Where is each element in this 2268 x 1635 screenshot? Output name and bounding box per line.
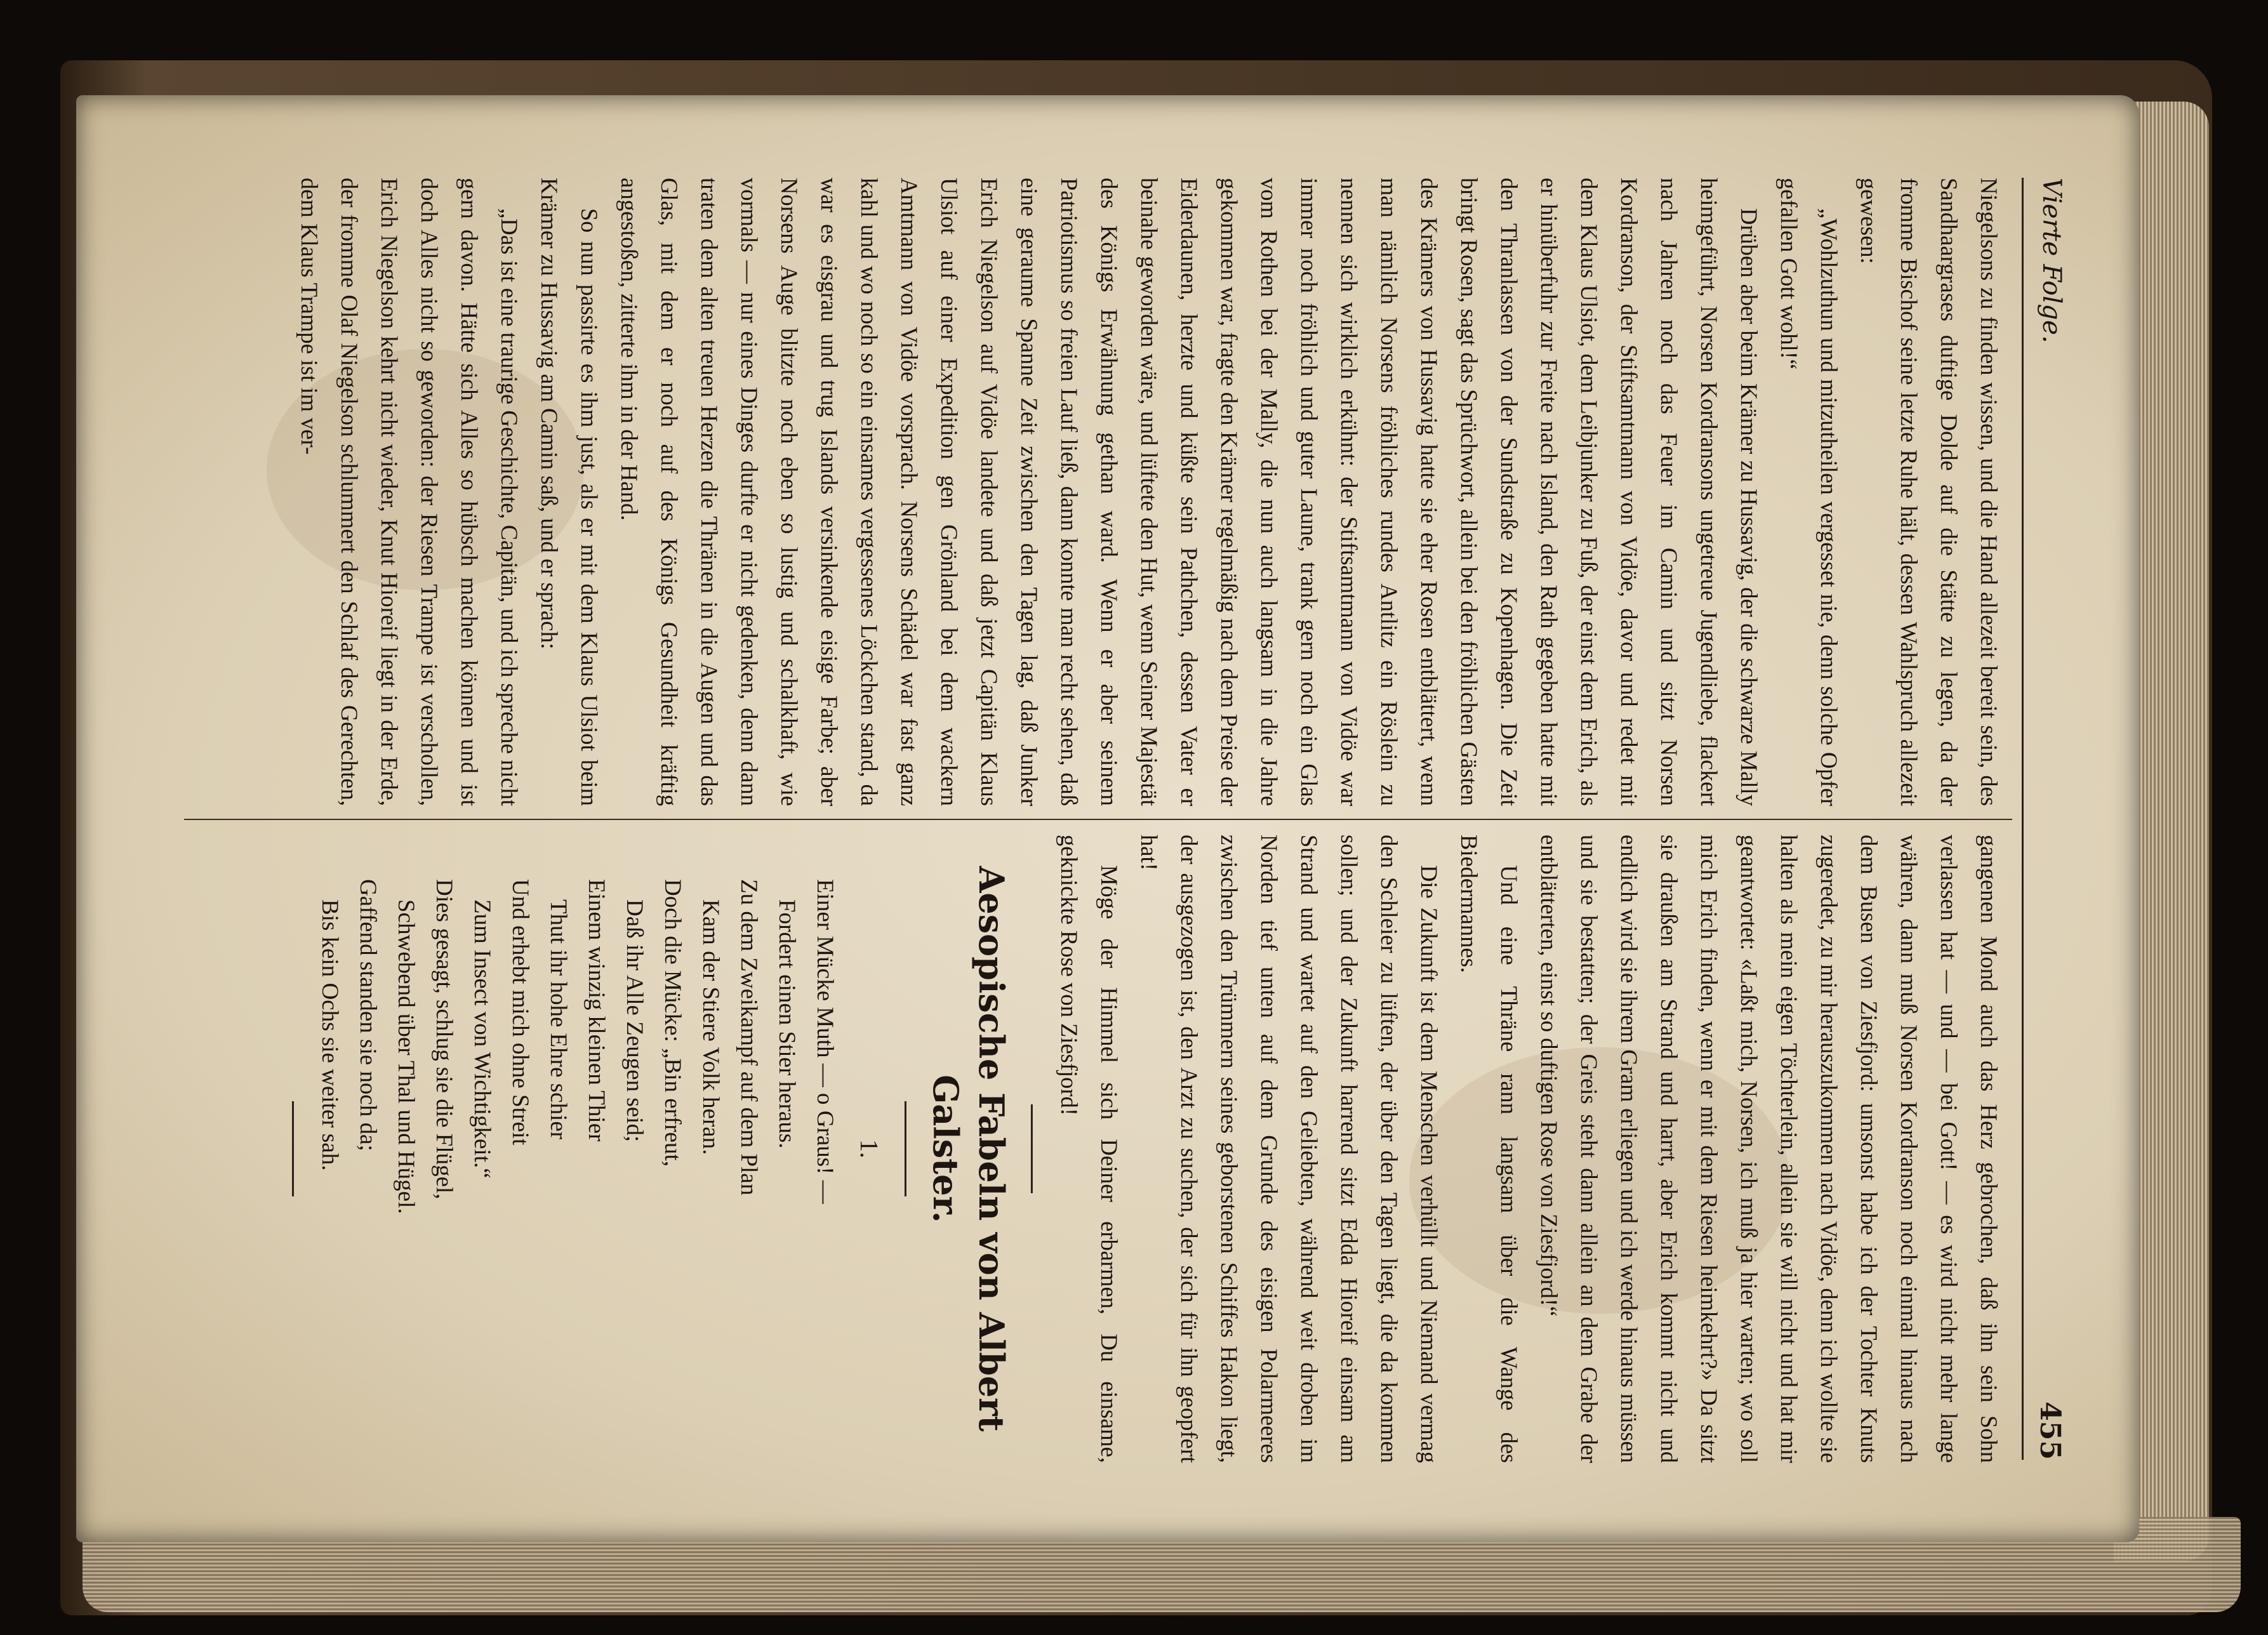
paragraph: Drüben aber beim Krämer zu Hussavig, der die schwarze Mally heimgeführt, Norsen Kordransons ungetreue Jugendliebe, flackert nach Jahren noch das Feuer im Camin und sitzt Norsen Kordranson, der Stiftsamtmann von Vidöe, davor und redet mit dem Klaus Ulsiot, dem Leibjunker zu Fuß, der einst dem Erich, als er hinüberfuhr zur Freite nach Island, den Rath gegeben hatte mit den Thranlassen von der Sundstraße zu Kopenhagen. Die Zeit bringt Rosen, sagt das Sprüchwort, allein bei den fröhlichen Gästen des Krämers von Hussavig hatte sie eher Rosen entblättert, wenn man nämlich Norsens fröhliches rundes Antlitz ein Röslein zu nennen sich wirklich erkühnt: der Stiftsamtmann von Vidöe war immer noch fröhlich und guter Laune, trank gern noch ein Glas vom Rothen bei der Mally, die nun auch langsam in die Jahre gekommen war, fragte den Krämer regelmäßig nach dem Preise der Eiderdaunen, herzte und küßte sein Pathchen, dessen Vater er beinahe geworden wäre, und lüftete den Hut, wenn Seiner Majestät des Königs Erwähnung gethan ward. Wenn er aber seinem Patriotismus so freien Lauf ließ, dann konnte man recht sehen, daß eine geraume Spanne Zeit zwischen den Tagen lag, daß Junker Erich Niegelson auf Vidöe landete und daß jetzt Capitän Klaus Ulsiot auf einer Expedition gen Grönland bei dem wackern Amtmann von Vidöe vorsprach. Norsens Schädel war fast ganz kahl und wo noch so ein einsames vergessenes Löckchen stand, da war es eisgrau und trug Islands versinkende eisige Farbe; aber Norsens Auge blitzte noch eben so lustig und schalkhaft, wie vormals — nur eines Dinges durfte er nicht gedenken, denn dann traten dem alten treuen Herzen die Thränen in die Augen und das Glas, mit dem er noch auf des Königs Gesundheit kräftig angestoßen, zitterte ihm in der Hand. bbox=[616, 178, 1762, 806]
column-divider bbox=[184, 819, 2012, 820]
verse-line: Bis kein Ochs sie weiter sah. bbox=[317, 899, 343, 1171]
paragraph: Und eine Thräne rann langsam über die Wange des Biedermannes. bbox=[1456, 835, 1522, 1463]
paragraph: „Wohlzuthun und mitzutheilen vergesset nie, denn solche Opfer gefallen Gott wohl!“ bbox=[1776, 178, 1842, 806]
verse-line: Daß ihr Alle Zeugen seid; bbox=[621, 899, 647, 1142]
fable-verse bbox=[310, 879, 844, 1463]
fable-title: Aesopische Fabeln von Albert Galster. bbox=[925, 866, 1012, 1432]
verse-line: Thut ihr hohe Ehre schier bbox=[545, 899, 571, 1140]
fable-number: 1. bbox=[855, 1139, 884, 1158]
paragraph: Die Zukunft ist dem Menschen verhüllt und Niemand vermag den Schleier zu lüften, der über den Tagen liegt, die da kommen sollen; und der Zukunft harrend sitzt Edda Hioreif einsam am Strand und wartet auf den Geliebten, während weit droben im Norden tief unten auf dem Grunde des eisigen Polarmeeres zwischen den Trümmern seines geborstenen Schiffes Hakon liegt, der ausgezogen ist, den Arzt zu suchen, der sich für ihn geopfert hat! bbox=[1136, 835, 1442, 1463]
verse-line: Zu dem Zweikampf auf dem Plan bbox=[736, 879, 762, 1196]
paragraph: „Das ist eine traurige Geschichte, Capitän, und ich spreche nicht gern davon. Hätte sich Alles so hübsch machen können und ist doch Alles nicht so geworden: der Riesen Trampe ist verschollen, Erich Niegelson kehrt nicht wieder, Knut Hioreif liegt in der Erde, der fromme Olaf Niegelson schlummert den Schlaf des Gerechten, dem Klaus Trampe ist im ver- bbox=[296, 178, 522, 806]
verse-line: Einem winzig kleinen Thier bbox=[583, 879, 609, 1142]
verse-line: Gaffend standen sie noch da; bbox=[355, 879, 381, 1151]
verse-line: Kam der Stiere Volk heran. bbox=[698, 899, 724, 1155]
paragraph: So nun passirte es ihm just, als er mit dem Klaus Ulsiot beim Krämer zu Hussavig am Camin saß, und er sprach: bbox=[536, 178, 602, 806]
rotated-page-content bbox=[76, 95, 2139, 1542]
running-head bbox=[2028, 178, 2066, 1460]
paragraph: Möge der Himmel sich Deiner erbarmen, Du einsame, geknickte Rose von Ziesfjord! bbox=[1056, 835, 1122, 1463]
end-rule bbox=[292, 1101, 294, 1196]
verse-line: Doch die Mücke: „Bin erfreut, bbox=[660, 879, 686, 1167]
header-rule bbox=[2022, 178, 2024, 1460]
verse-line: Dies gesagt, schlug sie die Flügel, bbox=[431, 879, 457, 1200]
verse-line: Zum Insect von Wichtigkeit.“ bbox=[469, 899, 495, 1179]
verse-line: Und erhebt mich ohne Streit bbox=[507, 879, 533, 1146]
section-rule bbox=[1031, 1104, 1033, 1193]
paragraph: gangenen Mond auch das Herz gebrochen, daß ihn sein Sohn verlassen hat — und — bei Gott! — es wird nicht mehr lange währen, dann muß Norsen Kordranson noch einmal hinaus nach dem Busen von Ziesfjord: umsonst habe ich der Tochter Knuts zugeredet, zu mir herauszukommen nach Vidöe, denn ich wollte sie halten als mein eigen Töchterlein, allein sie will nicht und hat mir geantwortet: «Laßt mich, Norsen, ich muß ja hier warten; wo soll mich Erich finden, wenn er mit dem Riesen heimkehrt?» Da sitzt sie draußen am Strand und harrt, aber Erich kommt nicht und endlich wird sie ihrem Gram erliegen und ich werde hinaus müssen und sie bestatten; der Greis steht dann allein an dem Grabe der entblätterten, einst so duftigen Rose von Ziesfjord!“ bbox=[1536, 835, 2002, 1463]
verse-line: Schwebend über Thal und Hügel. bbox=[393, 899, 419, 1214]
title-rule bbox=[905, 1101, 906, 1196]
left-column bbox=[181, 178, 2009, 806]
right-column bbox=[181, 835, 2009, 1463]
paragraph: Niegelsons zu finden wissen, und die Hand allezeit bereit sein, des Sandhaargrases duftige Dolde auf die Stätte zu legen, da der fromme Bischof seine letzte Ruhe hält, dessen Wahlspruch allezeit gewesen: bbox=[1856, 178, 2002, 806]
page-number: 455 bbox=[2034, 1401, 2066, 1460]
verse-line: Einer Mücke Muth — o Graus! — bbox=[812, 879, 838, 1204]
running-head-title: Vierte Folge. bbox=[2037, 178, 2066, 343]
book-page bbox=[76, 95, 2139, 1542]
verse-line: Fordert einen Stier heraus. bbox=[774, 899, 800, 1149]
